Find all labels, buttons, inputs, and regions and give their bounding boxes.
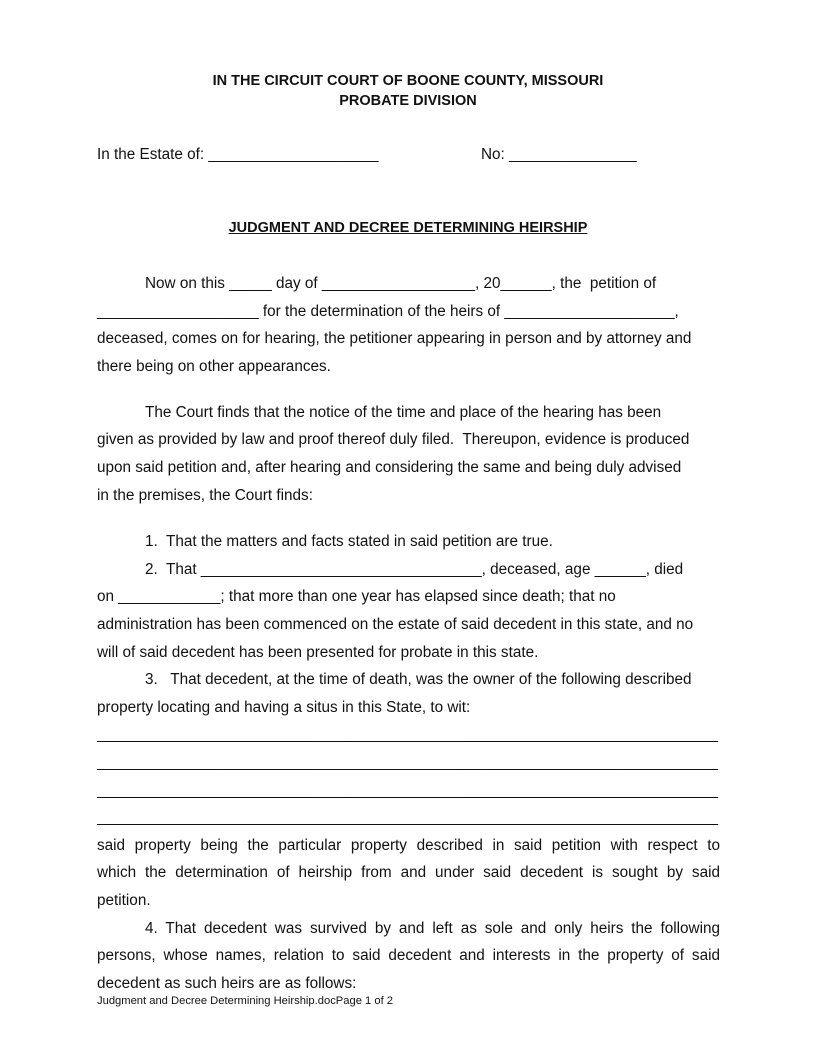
paragraph1-line: Now on this _____ day of __________________, 20______, the petition of [145, 275, 657, 292]
paragraph1-line: deceased, comes on for hearing, the petitioner appearing in person and by attorney and [97, 330, 692, 347]
paragraph2-line: in the premises, the Court finds: [97, 487, 313, 504]
paragraph1-line: there being on other appearances. [97, 358, 331, 375]
property-blank-line: _________________________________________________________________________ [97, 782, 719, 799]
paragraph2-line: upon said petition and, after hearing and considering the same and being duly advised [97, 459, 682, 476]
finding2-line: 2. That _________________________________, deceased, age ______, died [145, 561, 684, 578]
finding4-line: decedent as such heirs are as follows: [97, 975, 357, 992]
paragraph1-line: ___________________ for the determination of the heirs of ____________________, [97, 303, 679, 320]
property-text-line: which the determination of heirship from and under said decedent is sought by said [97, 864, 720, 881]
finding2-line: will of said decedent has been presented for probate in this state. [97, 644, 539, 661]
court-name: IN THE CIRCUIT COURT OF BOONE COUNTY, MISSOURI [212, 73, 604, 89]
finding2-line: administration has been commenced on the estate of said decedent in this state, and no [97, 616, 694, 633]
finding1-line: 1. That the matters and facts stated in said petition are true. [145, 533, 553, 550]
finding4-line: persons, whose names, relation to said decedent and interests in the property of said [97, 947, 720, 964]
property-text-line: said property being the particular property described in said petition with respect to [97, 837, 720, 854]
finding3-line: 3. That decedent, at the time of death, was the owner of the following described [145, 671, 692, 688]
finding4-line: 4. That decedent was survived by and left as sole and only heirs the following [145, 920, 720, 937]
document-title: JUDGMENT AND DECREE DETERMINING HEIRSHIP [228, 220, 588, 236]
finding3-line: property locating and having a situs in this State, to wit: [97, 699, 471, 716]
finding2-line: on ____________; that more than one year has elapsed since death; that no [97, 588, 616, 605]
paragraph2-line: given as provided by law and proof thereof duly filed. Thereupon, evidence is produced [97, 431, 690, 448]
paragraph2-line: The Court finds that the notice of the time and place of the hearing has been [145, 404, 662, 421]
page-footer: Judgment and Decree Determining Heirship.docPage 1 of 2 [97, 995, 394, 1007]
estate-of-field: In the Estate of: ____________________ [97, 146, 379, 163]
property-blank-line: _________________________________________________________________________ [97, 809, 719, 826]
case-number-field: No: _______________ [481, 146, 637, 163]
property-text-line: petition. [97, 892, 151, 909]
division-name: PROBATE DIVISION [339, 93, 477, 109]
property-blank-line: _________________________________________________________________________ [97, 726, 719, 743]
property-blank-line: _________________________________________________________________________ [97, 754, 719, 771]
